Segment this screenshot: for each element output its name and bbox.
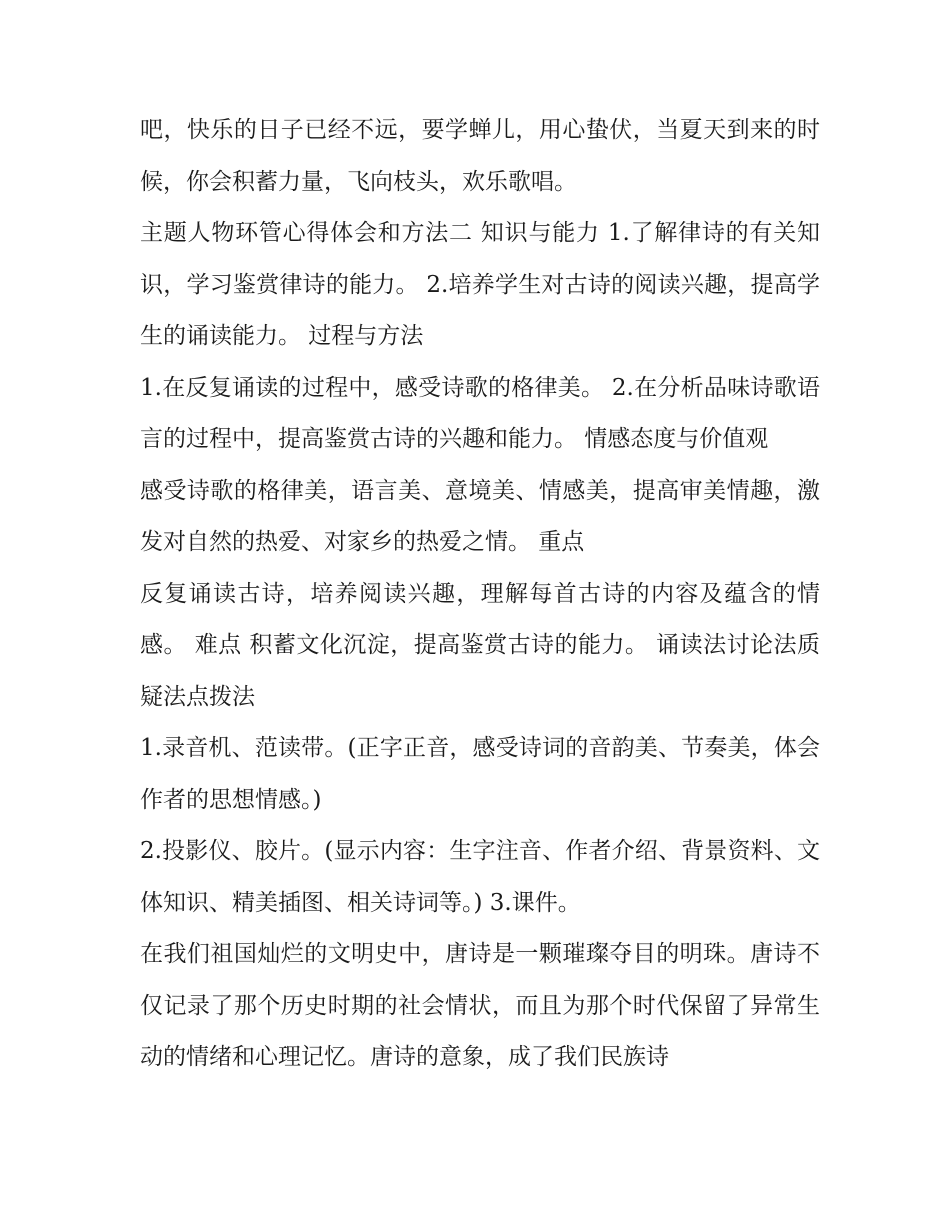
paragraph-4: 感受诗歌的格律美，语言美、意境美、情感美，提高审美情趣，激发对自然的热爱、对家乡的热爱之情。 重点 xyxy=(140,477,820,555)
paragraph-5: 反复诵读古诗，培养阅读兴趣，理解每首古诗的内容及蕴含的情感。 难点 积蓄文化沉淀，提高鉴赏古诗的能力。 诵读法讨论法质疑法点拨法 xyxy=(140,580,820,710)
paragraph-1: 吧，快乐的日子已经不远，要学蝉儿，用心蛰伏，当夏天到来的时候，你会积蓄力量，飞向枝头，欢乐歌唱。 xyxy=(140,117,820,195)
paragraph-8: 在我们祖国灿烂的文明史中，唐诗是一颗璀璨夺目的明珠。唐诗不仅记录了那个历史时期的社会情状，而且为那个时代保留了异常生动的情绪和心理记忆。唐诗的意象，成了我们民族诗 xyxy=(140,941,820,1070)
paragraph-3: 1.在反复诵读的过程中，感受诗歌的格律美。 2.在分析品味诗歌语言的过程中，提高鉴赏古诗的兴趣和能力。 情感态度与价值观 xyxy=(140,374,820,452)
paragraph-6: 1.录音机、范读带。(正字正音，感受诗词的音韵美、节奏美，体会作者的思想情感。) xyxy=(140,735,820,813)
paragraph-7: 2.投影仪、胶片。(显示内容：生字注音、作者介绍、背景资料、文体知识、精美插图、相关诗词等。) 3.课件。 xyxy=(140,838,820,916)
paragraph-2: 主题人物环管心得体会和方法二 知识与能力 1.了解律诗的有关知识，学习鉴赏律诗的能力。 2.培养学生对古诗的阅读兴趣，提高学生的诵读能力。 过程与方法 xyxy=(140,220,820,349)
document-body xyxy=(140,105,820,1084)
